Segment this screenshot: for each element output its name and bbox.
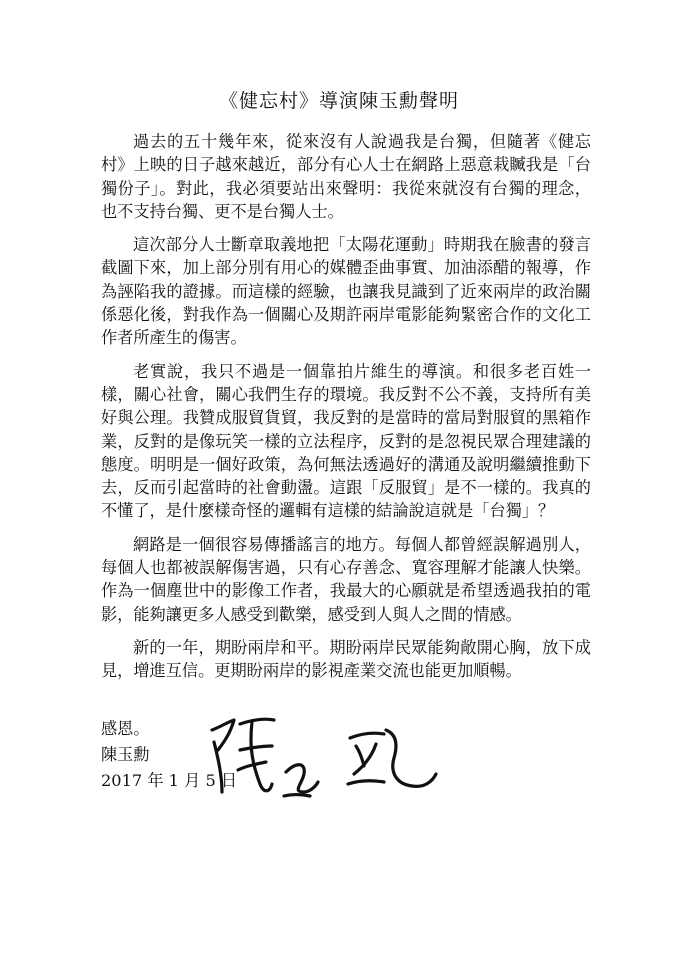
closing-thanks: 感恩。 <box>101 719 150 738</box>
paragraph: 老實說，我只不過是一個靠拍片維生的導演。和很多老百姓一樣，關心社會，關心我們生存的環境。我反對不公不義，支持所有美好與公理。我贊成服貿貨貿，我反對的是當時的當局對服貿的黑箱作業，反對的是像玩笑一樣的立法程序，反對的是忽視民眾合理建議的態度。明明是一個好政策，為何無法透過好的溝通及說明繼續推動下去，反而引起當時的社會動盪。這跟「反服貿」是不一樣的。我真的不懂了，是什麼樣奇怪的邏輯有這樣的結論說這就是「台獨」？ <box>101 361 591 521</box>
closing-name: 陳玉勳 <box>101 745 150 764</box>
paragraph: 過去的五十幾年來，從來沒有人說過我是台獨，但隨著《健忘村》上映的日子越來越近，部分有心人士在網路上惡意栽贓我是「台獨份子」。對此，我必須要站出來聲明：我從來就沒有台獨的理念，也不支持台獨、更不是台獨人士。 <box>101 132 591 221</box>
handwritten-signature <box>200 700 440 810</box>
paragraph: 這次部分人士斷章取義地把「太陽花運動」時期我在臉書的發言截圖下來，加上部分別有用心的媒體歪曲事實、加油添醋的報導，作為誣陷我的證據。而這樣的經驗，也讓我見識到了近來兩岸的政治關係惡化後，對我作為一個關心及期許兩岸電影能夠緊密合作的文化工作者所產生的傷害。 <box>101 235 591 348</box>
document-title: 《健忘村》導演陳玉勳聲明 <box>218 90 459 112</box>
paragraph: 網路是一個很容易傳播謠言的地方。每個人都曾經誤解過別人，每個人也都被誤解傷害過，只有心存善念、寬容理解才能讓人快樂。作為一個塵世中的影像工作者，我最大的心願就是希望透過我拍的電影，能夠讓更多人感受到歡樂，感受到人與人之間的情感。 <box>101 534 591 624</box>
closing-date: 2017 年 1 月 5 日 <box>101 771 238 790</box>
statement-body <box>101 130 591 693</box>
paragraph: 新的一年，期盼兩岸和平。期盼兩岸民眾能夠敞開心胸，放下成見，增進互信。更期盼兩岸的影視產業交流也能更加順暢。 <box>101 637 591 681</box>
